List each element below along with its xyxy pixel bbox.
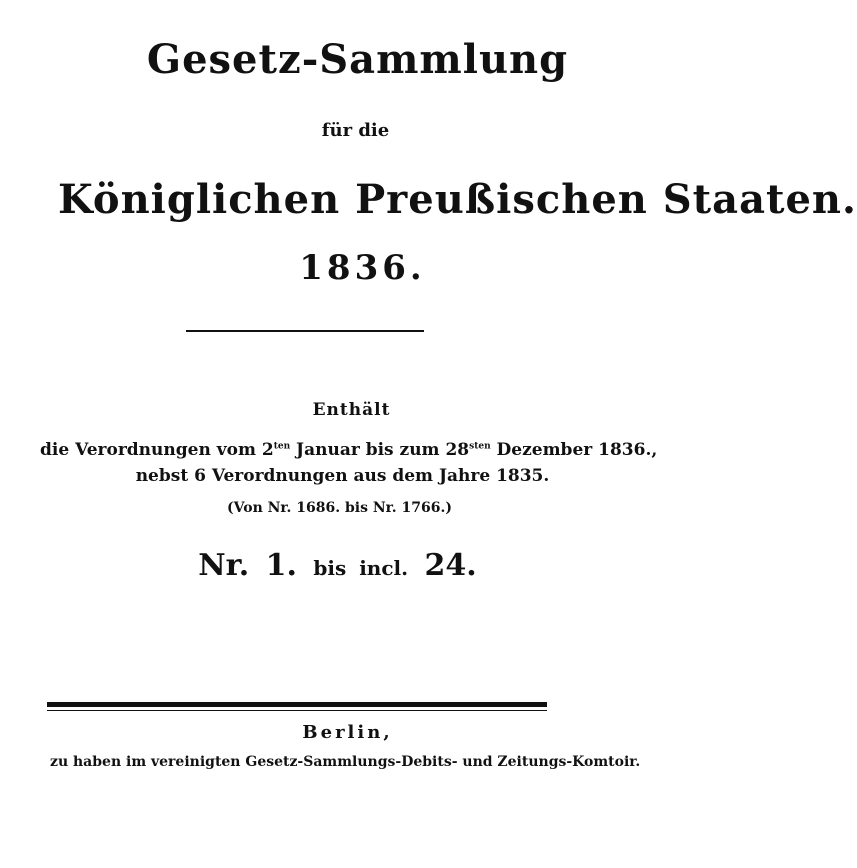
imprint-availability: zu haben im vereinigten Gesetz-Sammlungs-Debits- und Zeitungs-Komtoir. — [50, 754, 641, 770]
states-title: Königlichen Preußischen Staaten. — [58, 176, 857, 223]
contents-heading: Enthält — [312, 400, 391, 420]
superscript-sten: sten — [469, 441, 491, 452]
issue-nr-label: Nr. — [198, 548, 250, 583]
title-connector: für die — [321, 120, 390, 141]
contents-line-1 — [40, 440, 657, 460]
contents-line-1-c: Dezember 1836., — [490, 440, 658, 460]
number-range: (Von Nr. 1686. bis Nr. 1766.) — [227, 500, 452, 516]
divider-thin — [47, 710, 547, 711]
issue-bis-incl: bis incl. — [313, 556, 409, 580]
imprint-city: Berlin, — [302, 722, 393, 743]
contents-line-1-a: die Verordnungen vom 2 — [40, 440, 274, 460]
contents-line-1-b: Januar bis zum 28 — [290, 440, 470, 460]
year: 1836. — [299, 248, 426, 288]
issue-from: 1. — [265, 548, 297, 583]
contents-line-2: nebst 6 Verordnungen aus dem Jahre 1835. — [135, 466, 550, 486]
divider-thick — [47, 702, 547, 707]
divider-short — [186, 330, 424, 332]
issue-to: 24. — [424, 548, 477, 583]
superscript-ten: ten — [273, 441, 291, 452]
issue-range — [0, 548, 675, 583]
collection-title: Gesetz-Sammlung — [146, 36, 569, 83]
